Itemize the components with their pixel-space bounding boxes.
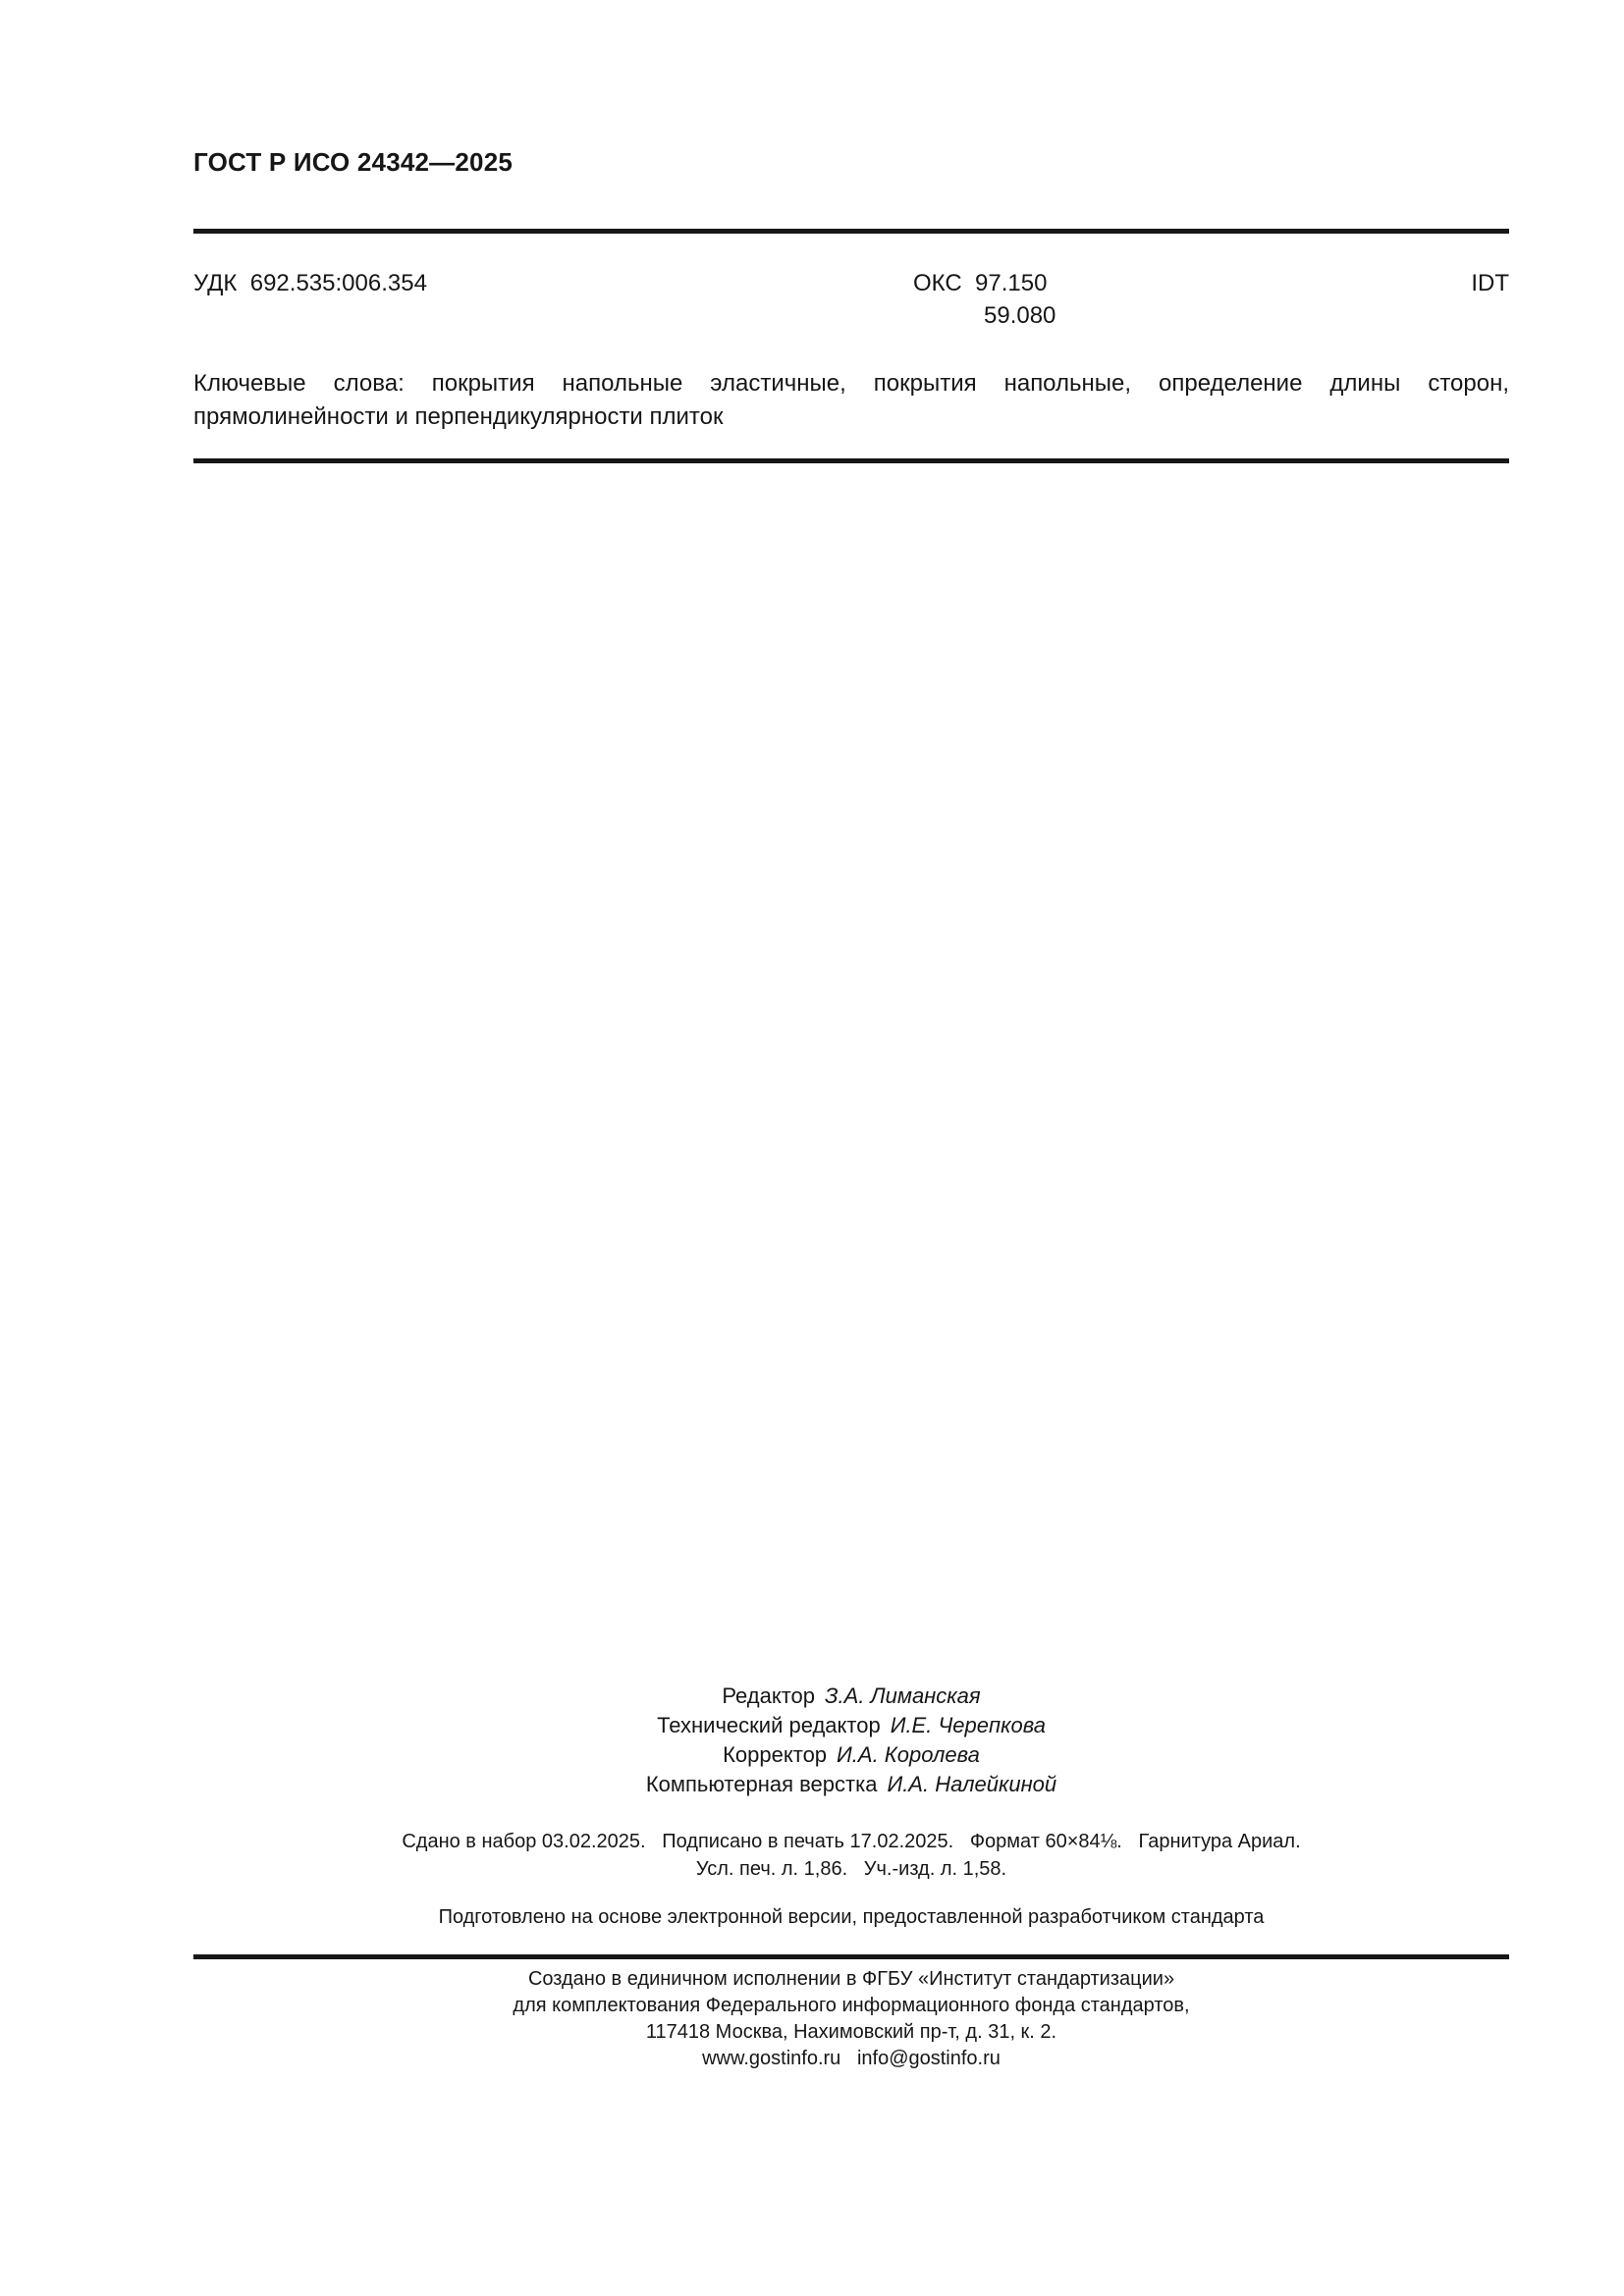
credit-name: И.А. Налейкиной (887, 1772, 1057, 1796)
credit-role: Технический редактор (657, 1713, 881, 1737)
credit-role: Корректор (723, 1742, 828, 1767)
publisher-created-line: Создано в единичном исполнении в ФГБУ «Институт стандартизации» (527, 1968, 1175, 1990)
keywords-paragraph: Ключевые слова: покрытия напольные эластичные, покрытия напольные, определение длины сторон, прямолинейности и перпендикулярности плиток (193, 370, 1509, 430)
credit-row-technical-editor (193, 1711, 1509, 1740)
credit-row-proofreader (193, 1740, 1509, 1770)
credit-name: З.А. Лиманская (825, 1683, 981, 1708)
credit-name: И.А. Королева (837, 1742, 980, 1767)
credit-row-editor (193, 1682, 1509, 1711)
udk-code: УДК 692.535:006.354 (193, 270, 427, 296)
standard-number: ГОСТ Р ИСО 24342—2025 (193, 147, 514, 177)
imprint-sheets-line: Усл. печ. л. 1,86. Уч.-изд. л. 1,58. (695, 1858, 1007, 1880)
credits-block (193, 1682, 1509, 1799)
publisher-contacts-line: www.gostinfo.ru info@gostinfo.ru (702, 2048, 1001, 2069)
imprint-typeset-line: Сдано в набор 03.02.2025. Подписано в печать 17.02.2025. Формат 60×84⅛. Гарнитура Ариал. (402, 1831, 1301, 1852)
credit-role: Редактор (722, 1683, 816, 1708)
publisher-block (193, 1966, 1509, 2072)
top-rule (193, 229, 1509, 234)
oks-code-secondary: 59.080 (984, 302, 1056, 329)
credit-role: Компьютерная верстка (645, 1772, 878, 1796)
bottom-rule (193, 1954, 1509, 1959)
idt-marker: IDT (1471, 270, 1509, 296)
middle-rule (193, 458, 1509, 463)
prepared-note: Подготовлено на основе электронной версии, предоставленной разработчиком стандарта (438, 1906, 1265, 1928)
publisher-address-line: 117418 Москва, Нахимовский пр-т, д. 31, к. 2. (645, 2021, 1057, 2043)
credit-name: И.Е. Черепкова (890, 1713, 1046, 1737)
credit-row-layout (193, 1770, 1509, 1799)
imprint-block (193, 1828, 1509, 1883)
oks-code: ОКС 97.150 (913, 270, 1048, 296)
publisher-purpose-line: для комплектования Федерального информационного фонда стандартов, (513, 1995, 1190, 2016)
classification-row (193, 267, 1509, 346)
oks-block (913, 267, 1056, 332)
